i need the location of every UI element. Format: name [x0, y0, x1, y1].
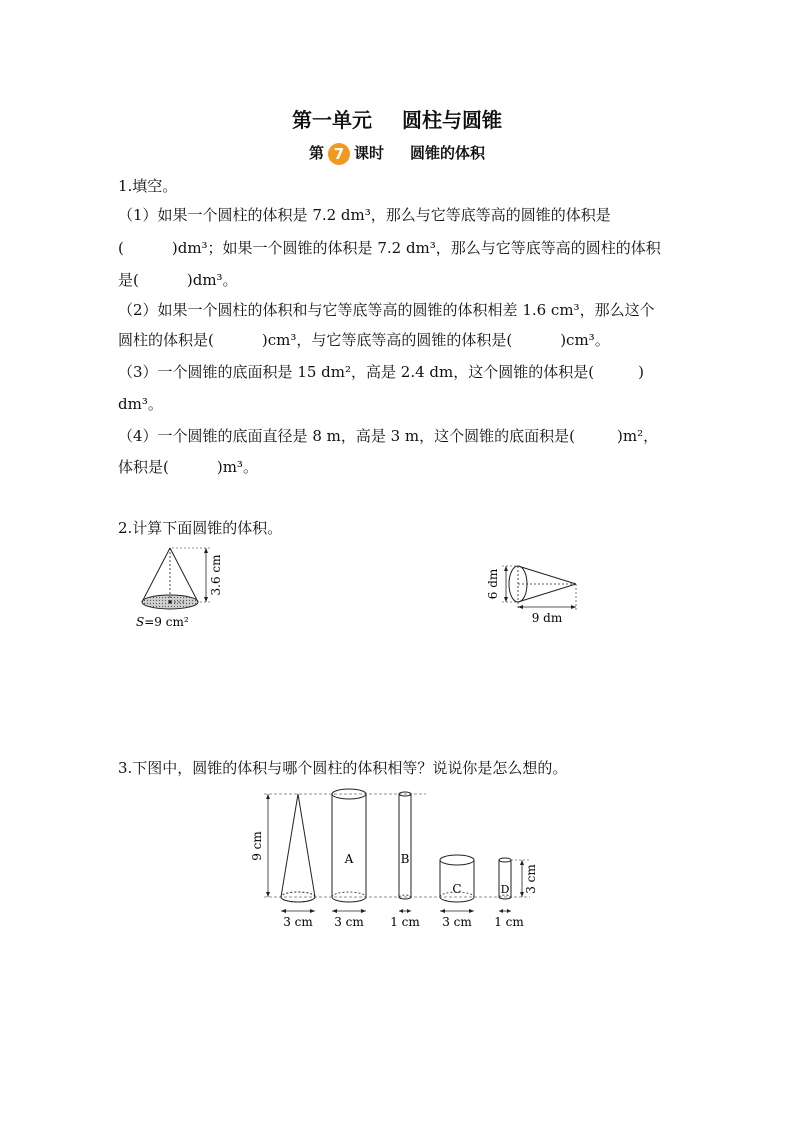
cylinder-a-label: A [344, 852, 354, 866]
dim-b-label: 1 cm [390, 915, 420, 929]
q1-p3-line1: （3）一个圆锥的底面积是 15 dm²，高是 2.4 dm，这个圆锥的体积是( ) [118, 363, 644, 381]
comparison-figure [250, 784, 550, 930]
cone-1-area-label: S=9 cm² [136, 615, 189, 629]
cone-2-length-label: 9 dm [531, 611, 563, 625]
comparison-cone [281, 794, 315, 902]
lesson-suffix: 课时 [353, 144, 384, 162]
q1-p3-line2: dm³。 [118, 395, 163, 413]
cylinder-b [399, 792, 411, 899]
dim-cone-label: 3 cm [283, 915, 313, 929]
unit-title: 第一单元 [292, 108, 372, 132]
q1-p2-line1: （2）如果一个圆柱的体积和与它等底等高的圆锥的体积相差 1.6 cm³，那么这个 [118, 301, 655, 319]
q1-p1-line1: （1）如果一个圆柱的体积是 7.2 dm³，那么与它等底等高的圆锥的体积是 [118, 206, 611, 224]
q1-p4-line2: 体积是( )m³。 [118, 458, 258, 476]
lesson-number-badge: 7 [328, 143, 350, 165]
cylinder-d-label: D [500, 883, 510, 896]
lesson-title: 圆锥的体积 [410, 144, 486, 162]
cone-figure-1 [128, 542, 238, 632]
q1-p2-line2: 圆柱的体积是( )cm³，与它等底等高的圆锥的体积是( )cm³。 [118, 331, 610, 349]
cylinder-b-label: B [400, 852, 410, 866]
page-title [0, 104, 794, 133]
cone-2-diameter-label: 6 dm [486, 568, 500, 600]
q1-p1-line3: 是( )dm³。 [118, 271, 238, 289]
width-dimensions [281, 909, 511, 913]
cylinder-a [332, 789, 366, 902]
cone-1-height-label: 3.6 cm [209, 554, 223, 596]
lesson-prefix: 第 [308, 144, 324, 162]
cone-1-shape [142, 548, 210, 609]
q2-heading: 2.计算下面圆锥的体积。 [118, 519, 283, 537]
dim-a-label: 3 cm [334, 915, 364, 929]
cone-2-shape [502, 566, 576, 610]
q3-heading: 3.下图中，圆锥的体积与哪个圆柱的体积相等？说说你是怎么想的。 [118, 759, 568, 777]
height-3cm-label: 3 cm [524, 864, 538, 894]
dim-d-label: 1 cm [494, 915, 524, 929]
q1-p4-line1: （4）一个圆锥的底面直径是 8 m，高是 3 m，这个圆锥的底面积是( )m²， [118, 427, 659, 445]
height-9cm-label: 9 cm [250, 831, 264, 861]
cylinder-c-label: C [452, 882, 462, 896]
q1-heading: 1.填空。 [118, 177, 178, 195]
dim-c-label: 3 cm [442, 915, 472, 929]
topic-title: 圆柱与圆锥 [402, 108, 502, 132]
cone-figure-2 [484, 560, 584, 626]
lesson-subtitle [0, 142, 794, 165]
q1-p1-line2: ( )dm³；如果一个圆锥的体积是 7.2 dm³，那么与它等底等高的圆柱的体积 [118, 239, 661, 257]
